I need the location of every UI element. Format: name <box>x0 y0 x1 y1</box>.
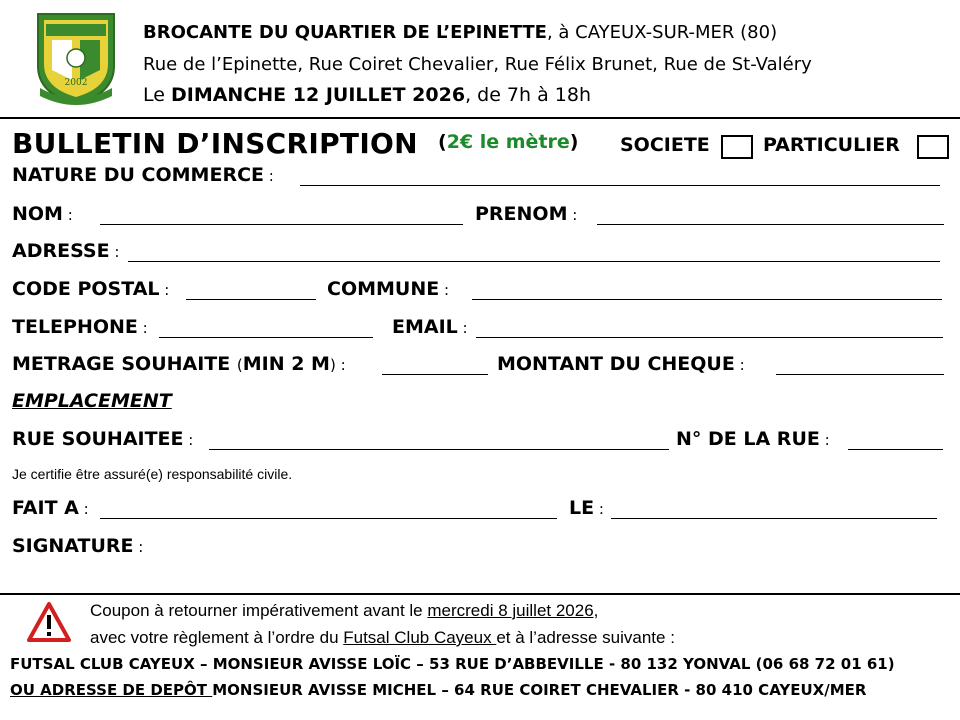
nature-label: NATURE DU COMMERCE : <box>12 164 274 186</box>
club-name: Futsal Club Cayeux <box>343 628 497 647</box>
coupon-deadline: Coupon à retourner impérativement avant le mercredi 8 juillet 2026, <box>90 601 599 620</box>
header <box>0 0 960 116</box>
numero-rue-field[interactable] <box>848 449 943 450</box>
event-date-line: Le DIMANCHE 12 JUILLET 2026, de 7h à 18h <box>143 84 592 106</box>
metrage-field[interactable] <box>382 374 488 375</box>
metrage-label: METRAGE SOUHAITE (MIN 2 M) : <box>12 353 346 375</box>
footer <box>0 597 960 720</box>
rue-souhaitee-field[interactable] <box>209 449 669 450</box>
numero-rue-label: N° DE LA RUE : <box>676 428 830 450</box>
fait-a-field[interactable] <box>100 518 557 519</box>
montant-field[interactable] <box>776 374 944 375</box>
telephone-field[interactable] <box>159 337 373 338</box>
email-field[interactable] <box>476 337 943 338</box>
price-info: (2€ le mètre) <box>438 131 579 153</box>
event-location: , à CAYEUX-SUR-MER (80) <box>546 22 778 43</box>
commune-label: COMMUNE : <box>327 278 450 300</box>
nom-label: NOM : <box>12 203 73 225</box>
club-address: FUTSAL CLUB CAYEUX – MONSIEUR AVISSE LOÏC – 53 RUE D’ABBEVILLE - 80 132 YONVAL (06 68 72 01 61) <box>10 655 895 673</box>
drop-off-address: OU ADRESSE DE DEPÔT MONSIEUR AVISSE MICHEL – 64 RUE COIRET CHEVALIER - 80 410 CAYEUX/MER <box>10 681 867 699</box>
prenom-field[interactable] <box>597 224 944 225</box>
code-postal-field[interactable] <box>186 299 316 300</box>
adresse-label: ADRESSE : <box>12 240 120 262</box>
montant-label: MONTANT DU CHEQUE : <box>497 353 745 375</box>
option-particulier-label: PARTICULIER <box>763 134 900 156</box>
nature-field[interactable] <box>300 185 940 186</box>
fait-a-label: FAIT A : <box>12 497 89 519</box>
registration-form <box>0 117 960 595</box>
societe-checkbox[interactable] <box>721 135 753 159</box>
event-title-line <box>143 22 777 43</box>
date-field[interactable] <box>611 518 937 519</box>
form-title: BULLETIN D’INSCRIPTION <box>12 127 418 160</box>
warning-triangle-icon <box>26 601 72 643</box>
prenom-label: PRENOM : <box>475 203 578 225</box>
option-societe-label: SOCIETE <box>620 134 710 156</box>
email-label: EMAIL : <box>392 316 468 338</box>
event-hours: , de 7h à 18h <box>465 84 592 106</box>
event-streets: Rue de l’Epinette, Rue Coiret Chevalier, Rue Félix Brunet, Rue de St-Valéry <box>143 54 812 75</box>
le-label: LE : <box>569 497 604 519</box>
price-value: 2€ le mètre <box>446 131 570 153</box>
telephone-label: TELEPHONE : <box>12 316 148 338</box>
signature-area[interactable] <box>170 529 940 579</box>
rue-souhaitee-label: RUE SOUHAITEE : <box>12 428 194 450</box>
event-date: DIMANCHE 12 JUILLET 2026 <box>170 84 466 106</box>
signature-label: SIGNATURE : <box>12 535 144 557</box>
nom-field[interactable] <box>100 224 463 225</box>
event-title: BROCANTE DU QUARTIER DE L’EPINETTE <box>143 22 547 43</box>
svg-text:2002: 2002 <box>64 78 88 88</box>
particulier-checkbox[interactable] <box>917 135 949 159</box>
insurance-statement: Je certifie être assuré(e) responsabilité civile. <box>12 466 293 482</box>
code-postal-label: CODE POSTAL : <box>12 278 170 300</box>
emplacement-heading: EMPLACEMENT <box>12 390 172 412</box>
deadline-date: mercredi 8 juillet 2026, <box>427 601 599 620</box>
commune-field[interactable] <box>472 299 942 300</box>
club-logo <box>32 8 120 106</box>
coupon-payment: avec votre règlement à l’ordre du Futsal Club Cayeux et à l’adresse suivante : <box>90 628 675 647</box>
adresse-field[interactable] <box>128 261 940 262</box>
